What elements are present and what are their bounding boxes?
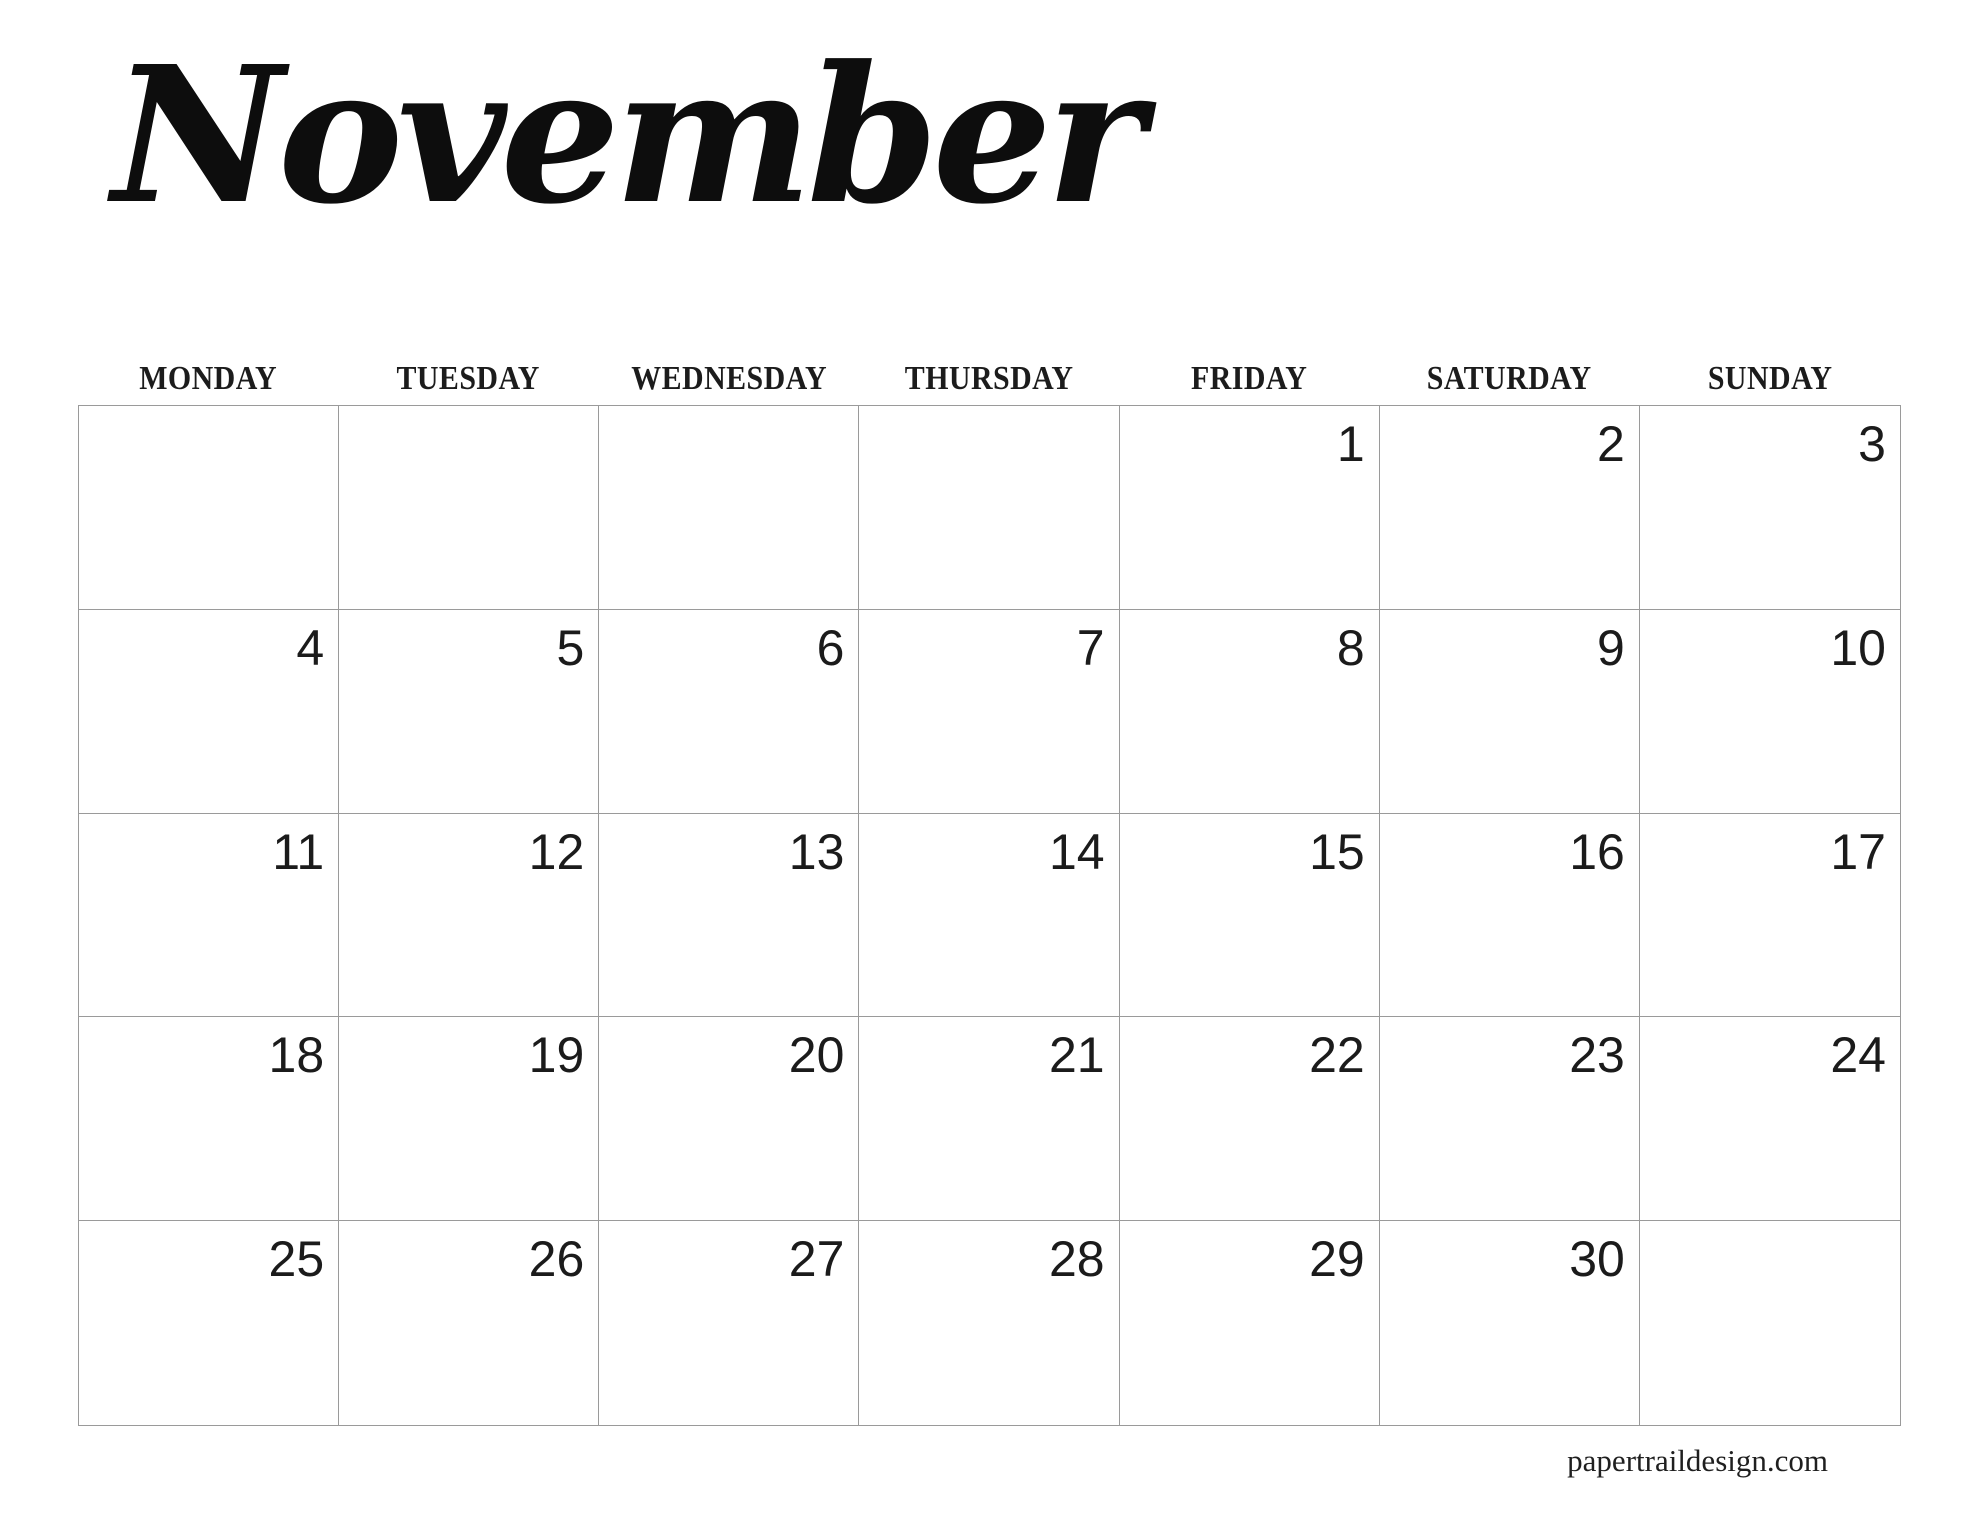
day-cell xyxy=(1120,814,1380,1018)
weekday-header-tuesday: TUESDAY xyxy=(396,360,541,397)
day-cell xyxy=(79,1221,339,1425)
day-cell xyxy=(1380,610,1640,814)
day-cell xyxy=(79,610,339,814)
day-number: 16 xyxy=(1569,823,1625,880)
day-cell xyxy=(339,406,599,610)
calendar-grid xyxy=(78,405,1901,1426)
day-number: 8 xyxy=(1336,619,1365,676)
day-cell xyxy=(859,406,1119,610)
day-number: 27 xyxy=(788,1231,845,1288)
day-number: 15 xyxy=(1309,823,1365,880)
day-number: 11 xyxy=(272,823,325,880)
day-cell xyxy=(1120,1221,1380,1425)
day-cell xyxy=(1640,1221,1900,1425)
day-number: 9 xyxy=(1597,619,1625,676)
day-cell xyxy=(599,610,859,814)
day-cell xyxy=(599,1017,859,1221)
day-cell xyxy=(1380,814,1640,1018)
day-number: 13 xyxy=(788,823,845,880)
day-cell xyxy=(79,406,339,610)
day-cell xyxy=(79,814,339,1018)
day-cell xyxy=(859,814,1119,1018)
day-number: 2 xyxy=(1597,416,1625,472)
weekday-header-thursday: THURSDAY xyxy=(904,360,1074,397)
page-title: November xyxy=(112,25,1140,246)
day-cell xyxy=(599,814,859,1018)
day-cell xyxy=(1640,1017,1900,1221)
day-number: 14 xyxy=(1048,823,1105,880)
day-cell xyxy=(1120,610,1380,814)
day-cell xyxy=(339,814,599,1018)
day-cell xyxy=(1380,1221,1640,1425)
day-number: 20 xyxy=(788,1027,845,1084)
day-number: 28 xyxy=(1048,1231,1105,1288)
day-number: 23 xyxy=(1569,1027,1625,1084)
day-number: 17 xyxy=(1830,823,1886,880)
site-credit: papertraildesign.com xyxy=(1567,1443,1828,1478)
day-cell xyxy=(599,1221,859,1425)
day-cell xyxy=(339,1017,599,1221)
weekday-header-wednesday: WEDNESDAY xyxy=(630,360,827,397)
weekday-header-friday: FRIDAY xyxy=(1191,360,1308,397)
day-number: 5 xyxy=(556,619,585,676)
day-cell xyxy=(1380,1017,1640,1221)
day-number: 6 xyxy=(816,619,845,676)
day-cell xyxy=(1380,406,1640,610)
weekday-header-monday: MONDAY xyxy=(139,360,278,397)
weekday-header-row xyxy=(78,352,1900,402)
day-number: 25 xyxy=(268,1231,325,1288)
day-number: 7 xyxy=(1076,619,1105,676)
day-cell xyxy=(1640,610,1900,814)
day-number: 10 xyxy=(1830,619,1886,676)
day-number: 12 xyxy=(528,823,585,880)
day-cell xyxy=(79,1017,339,1221)
day-number: 19 xyxy=(528,1027,585,1084)
day-number: 30 xyxy=(1569,1231,1625,1288)
day-cell xyxy=(1120,406,1380,610)
day-number: 29 xyxy=(1309,1231,1365,1288)
day-cell xyxy=(859,1017,1119,1221)
day-cell xyxy=(339,1221,599,1425)
day-number: 1 xyxy=(1336,416,1365,472)
day-cell xyxy=(859,610,1119,814)
day-number: 4 xyxy=(296,619,325,676)
day-number: 21 xyxy=(1048,1027,1105,1084)
day-number: 26 xyxy=(528,1231,585,1288)
weekday-header-sunday: SUNDAY xyxy=(1707,360,1833,397)
day-cell xyxy=(1120,1017,1380,1221)
day-number: 24 xyxy=(1830,1027,1886,1084)
day-cell xyxy=(599,406,859,610)
day-cell xyxy=(1640,406,1900,610)
day-cell xyxy=(859,1221,1119,1425)
day-number: 22 xyxy=(1309,1027,1365,1084)
weekday-header-saturday: SATURDAY xyxy=(1427,360,1592,397)
day-number: 18 xyxy=(268,1027,325,1084)
day-number: 3 xyxy=(1858,416,1886,472)
day-cell xyxy=(1640,814,1900,1018)
day-cell xyxy=(339,610,599,814)
